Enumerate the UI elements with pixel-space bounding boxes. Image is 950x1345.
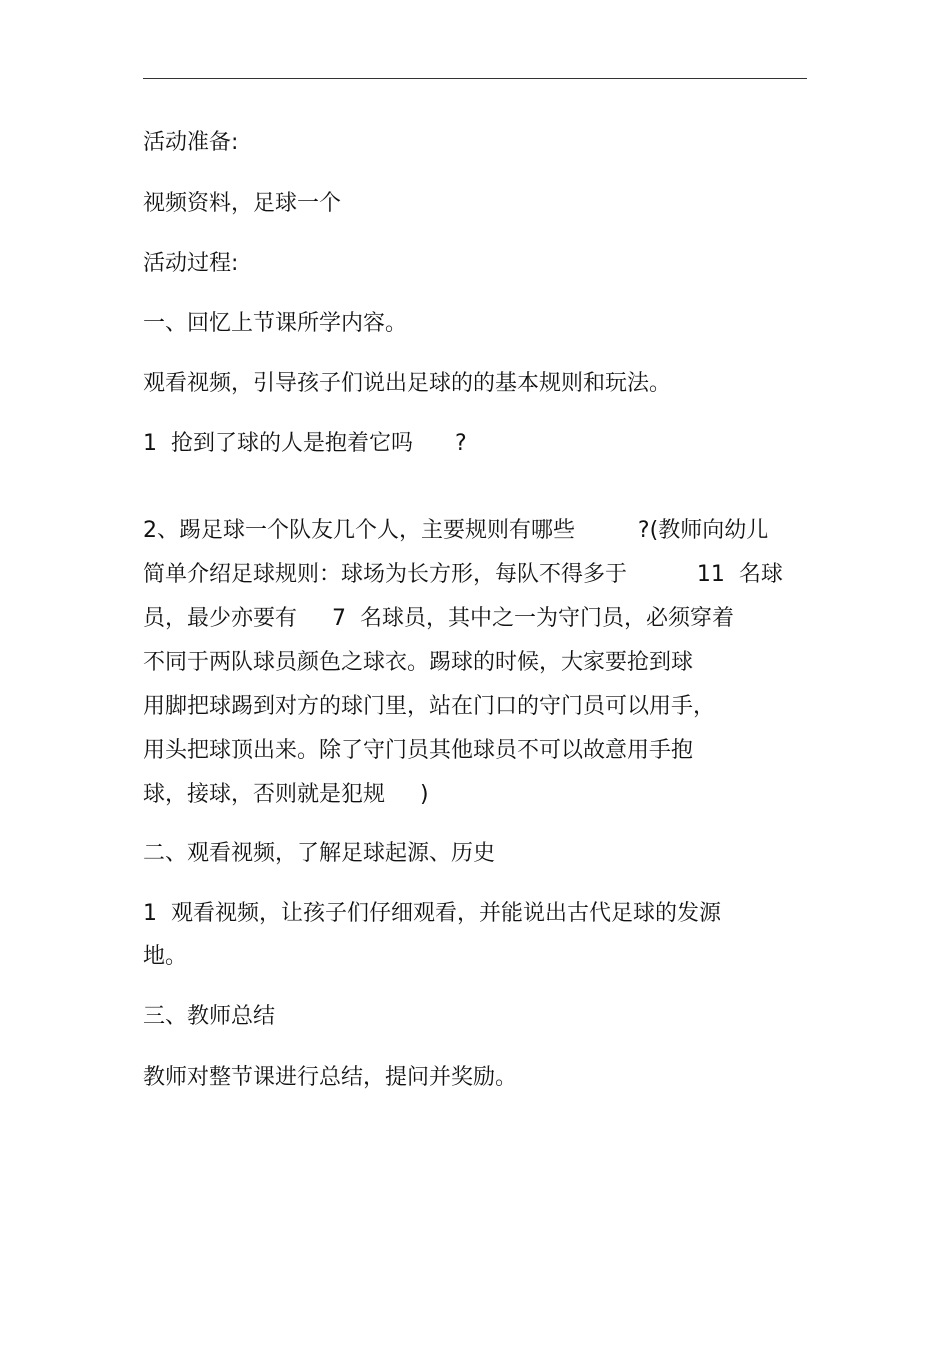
question-one: 1 抢到了球的人是抱着它吗 ?: [143, 431, 467, 456]
section-one-title: 一、回忆上节课所学内容。: [143, 311, 408, 336]
text-materials: 视频资料，足球一个: [143, 191, 342, 216]
question-two-line-5: 用脚把球踢到对方的球门里，站在门口的守门员可以用手，: [143, 694, 716, 719]
section-three-title: 三、教师总结: [143, 1004, 276, 1029]
heading-activity-process: 活动过程:: [143, 251, 239, 276]
text-teacher-summary: 教师对整节课进行总结，提问并奖励。: [143, 1065, 518, 1090]
question-two-line-1: 2、踢足球一个队友几个人，主要规则有哪些 ?(教师向幼儿: [143, 518, 769, 543]
question-two-line-4: 不同于两队球员颜色之球衣。踢球的时候，大家要抢到球: [143, 650, 694, 675]
question-two-line-3: 员，最少亦要有 7 名球员，其中之一为守门员，必须穿着: [143, 606, 734, 631]
question-two-line-2: 简单介绍足球规则：球场为长方形，每队不得多于 11 名球: [143, 562, 783, 587]
question-two-line-6: 用头把球顶出来。除了守门员其他球员不可以故意用手抱: [143, 738, 694, 763]
section-two-title: 二、观看视频，了解足球起源、历史: [143, 841, 496, 866]
heading-activity-prep: 活动准备:: [143, 130, 239, 155]
question-two-line-7: 球，接球，否则就是犯规 ): [143, 782, 429, 807]
section-two-item-line-2: 地。: [143, 944, 188, 969]
section-two-item-line-1: 1 观看视频，让孩子们仔细观看，并能说出古代足球的发源: [143, 901, 721, 926]
text-watch-video: 观看视频，引导孩子们说出足球的的基本规则和玩法。: [143, 371, 672, 396]
header-rule: [143, 78, 807, 79]
